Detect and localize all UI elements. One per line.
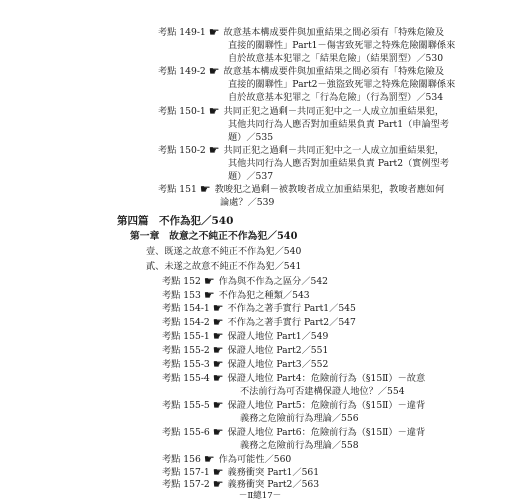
pointing-hand-icon: ☛ bbox=[212, 398, 224, 412]
pointing-hand-icon: ☛ bbox=[208, 104, 220, 118]
entry-label: 考點 155-5 bbox=[162, 400, 210, 411]
entry-label: 考點 154-1 bbox=[162, 303, 210, 314]
chapter-heading: 第一章 故意之不純正不作為犯／540 bbox=[130, 231, 298, 242]
entry-label: 考點 155-3 bbox=[162, 359, 210, 370]
pointing-hand-icon: ☛ bbox=[208, 64, 220, 78]
entry-text: 教唆犯之過剩－被教唆者成立加重結果犯，教唆者應如何 bbox=[214, 184, 445, 195]
toc-entry-157-1 bbox=[162, 467, 319, 479]
entry-text-cont: 題）／537 bbox=[228, 171, 274, 182]
entry-label: 考點 149-2 bbox=[158, 66, 206, 77]
entry-text: 保證人地位 Part4：危險前行為（§15Ⅱ）－故意 bbox=[227, 373, 426, 384]
pointing-hand-icon: ☛ bbox=[212, 357, 224, 371]
entry-label: 考點 153 bbox=[162, 290, 201, 301]
entry-text-cont: 論處？／539 bbox=[220, 197, 275, 208]
pointing-hand-icon: ☛ bbox=[203, 288, 215, 302]
pointing-hand-icon: ☛ bbox=[212, 465, 224, 479]
pointing-hand-icon: ☛ bbox=[212, 371, 224, 385]
entry-label: 考點 157-1 bbox=[162, 467, 210, 478]
toc-entry-155-6 bbox=[162, 427, 425, 439]
pointing-hand-icon: ☛ bbox=[208, 143, 220, 157]
entry-text: 作為與不作為之區分／542 bbox=[218, 276, 329, 287]
toc-entry-152 bbox=[162, 276, 328, 288]
entry-label: 考點 157-2 bbox=[162, 479, 210, 490]
entry-text-cont: 不法前行為可否建構保證人地位？／554 bbox=[240, 386, 405, 397]
toc-entry-155-5 bbox=[162, 400, 425, 412]
entry-text-cont: 題）／535 bbox=[228, 132, 274, 143]
section-heading: 貳、未遂之故意不純正不作為犯／541 bbox=[146, 261, 302, 272]
entry-label: 考點 155-4 bbox=[162, 373, 210, 384]
pointing-hand-icon: ☛ bbox=[203, 452, 215, 466]
pointing-hand-icon: ☛ bbox=[212, 343, 224, 357]
entry-text-cont: 直接的關聯性」Part1－傷害致死罪之特殊危險關聯係來 bbox=[228, 40, 456, 51]
toc-entry-154-1 bbox=[162, 303, 356, 315]
toc-entry-155-4 bbox=[162, 373, 425, 385]
entry-text-cont: 義務之危險前行為理論／558 bbox=[240, 440, 359, 451]
toc-entry-150-2 bbox=[158, 145, 444, 157]
pointing-hand-icon: ☛ bbox=[212, 301, 224, 315]
pointing-hand-icon: ☛ bbox=[212, 425, 224, 439]
toc-entry-156 bbox=[162, 454, 291, 466]
entry-text-cont: 其他共同行為人應否對加重結果負責 Part1（申論型考 bbox=[228, 119, 450, 130]
entry-label: 考點 155-2 bbox=[162, 345, 210, 356]
entry-text: 保證人地位 Part5：危險前行為（§15Ⅱ）－違背 bbox=[227, 400, 426, 411]
entry-label: 考點 150-1 bbox=[158, 106, 206, 117]
entry-label: 考點 149-1 bbox=[158, 27, 206, 38]
toc-entry-154-2 bbox=[162, 317, 356, 329]
toc-entry-149-2 bbox=[158, 66, 444, 78]
entry-label: 考點 154-2 bbox=[162, 317, 210, 328]
entry-label: 考點 155-6 bbox=[162, 427, 210, 438]
entry-text: 故意基本構成要件與加重結果之間必須有「特殊危險及 bbox=[223, 27, 445, 38]
page-number-footer: －Ⅱ總17－ bbox=[238, 491, 282, 501]
pointing-hand-icon: ☛ bbox=[212, 329, 224, 343]
entry-text: 共同正犯之過剩－共同正犯中之一人成立加重結果犯， bbox=[223, 145, 445, 156]
entry-text: 保證人地位 Part6：危險前行為（§15Ⅱ）－違背 bbox=[227, 427, 426, 438]
entry-label: 考點 155-1 bbox=[162, 331, 210, 342]
toc-entry-155-2 bbox=[162, 345, 328, 357]
toc-entry-151 bbox=[158, 184, 444, 196]
entry-text: 保證人地位 Part3／552 bbox=[227, 359, 329, 370]
entry-label: 考點 151 bbox=[158, 184, 197, 195]
entry-text-cont: 其他共同行為人應否對加重結果負責 Part2（實例型考 bbox=[228, 158, 450, 169]
toc-entry-149-1 bbox=[158, 27, 444, 39]
entry-text-cont: 直接的關聯性」Part2－強盜致死罪之特殊危險關聯係來 bbox=[228, 79, 456, 90]
toc-entry-150-1 bbox=[158, 106, 444, 118]
pointing-hand-icon: ☛ bbox=[208, 25, 220, 39]
entry-text: 不作為犯之種類／543 bbox=[218, 290, 310, 301]
entry-text: 作為可能性／560 bbox=[218, 454, 292, 465]
entry-label: 考點 150-2 bbox=[158, 145, 206, 156]
entry-text: 義務衝突 Part2／563 bbox=[227, 479, 320, 490]
toc-entry-155-1 bbox=[162, 331, 328, 343]
entry-text: 共同正犯之過剩－共同正犯中之一人成立加重結果犯， bbox=[223, 106, 445, 117]
entry-text: 不作為之著手實行 Part1／545 bbox=[227, 303, 356, 314]
entry-text-cont: 自於故意基本犯罪之「結果危險」（結果罰型）／530 bbox=[228, 53, 444, 64]
part-heading: 第四篇 不作為犯／540 bbox=[117, 215, 234, 227]
toc-entry-153 bbox=[162, 290, 310, 302]
entry-text: 保證人地位 Part2／551 bbox=[227, 345, 329, 356]
entry-text-cont: 義務之危險前行為理論／556 bbox=[240, 413, 359, 424]
entry-text: 義務衝突 Part1／561 bbox=[227, 467, 320, 478]
entry-label: 考點 156 bbox=[162, 454, 201, 465]
entry-text: 保證人地位 Part1／549 bbox=[227, 331, 329, 342]
pointing-hand-icon: ☛ bbox=[199, 182, 211, 196]
entry-label: 考點 152 bbox=[162, 276, 201, 287]
entry-text-cont: 自於故意基本犯罪之「行為危險」（行為罰型）／534 bbox=[228, 92, 444, 103]
toc-entry-155-3 bbox=[162, 359, 328, 371]
pointing-hand-icon: ☛ bbox=[203, 274, 215, 288]
entry-text: 不作為之著手實行 Part2／547 bbox=[227, 317, 356, 328]
section-heading: 壹、既遂之故意不純正不作為犯／540 bbox=[146, 246, 302, 257]
entry-text: 故意基本構成要件與加重結果之間必須有「特殊危險及 bbox=[223, 66, 445, 77]
pointing-hand-icon: ☛ bbox=[212, 477, 224, 491]
pointing-hand-icon: ☛ bbox=[212, 315, 224, 329]
